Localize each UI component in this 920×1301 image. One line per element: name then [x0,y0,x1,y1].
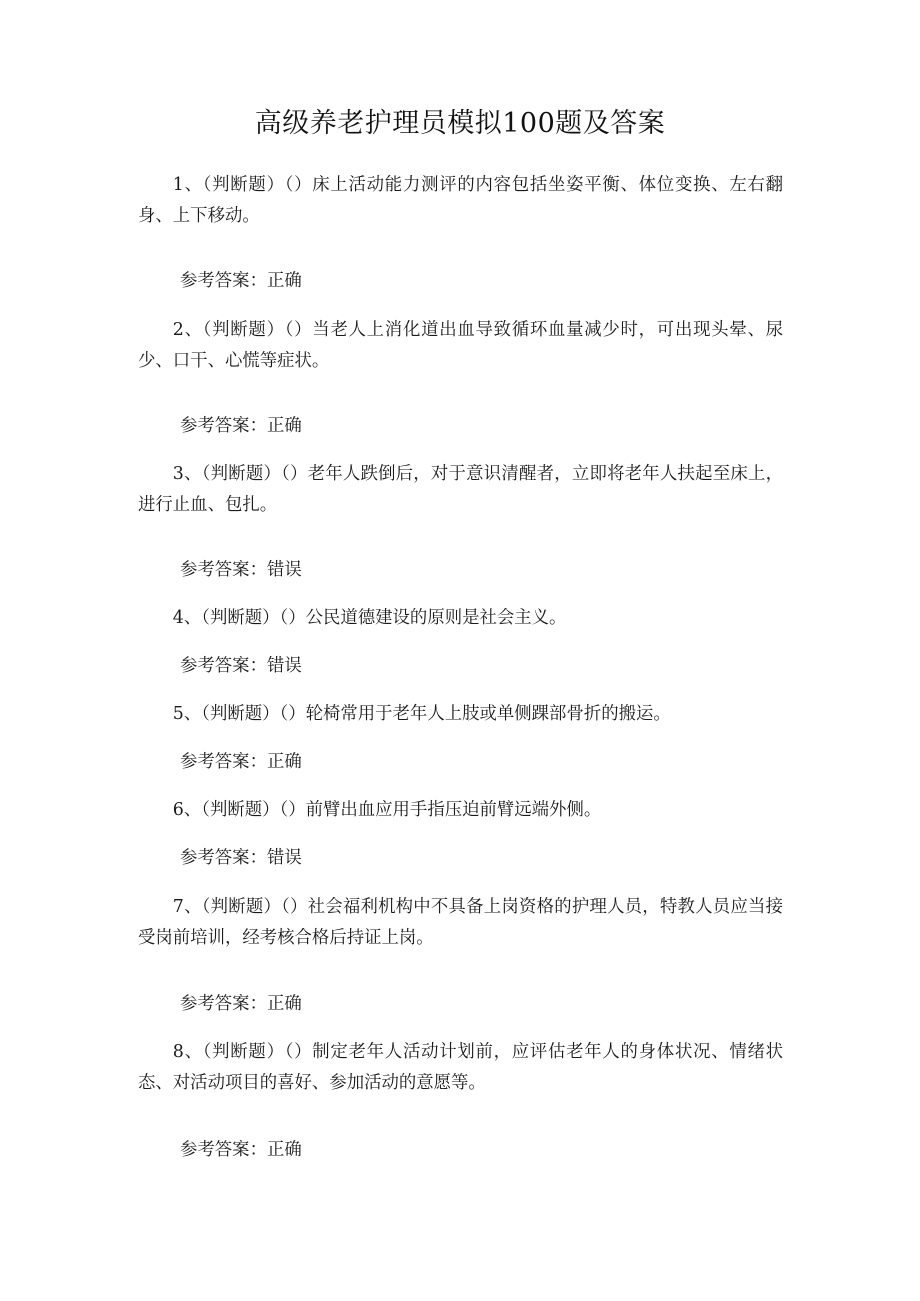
question-5: 5、（判断题）（）轮椅常用于老年人上肢或单侧踝部骨折的搬运。 [172,704,671,724]
answer-4: 参考答案：错误 [180,656,302,676]
answer-1: 参考答案：正确 [180,271,302,291]
question-7: 7、（判断题）（）社会福利机构中不具备上岗资格的护理人员，特教人员应当接受岗前培训，经考核合格后持证上岗。 [138,897,783,948]
answer-2: 参考答案：正确 [180,416,302,436]
question-3: 3、（判断题）（）老年人跌倒后，对于意识清醒者，立即将老年人扶起至床上，进行止血、包扎。 [138,464,783,515]
question-4: 4、（判断题）（）公民道德建设的原则是社会主义。 [172,608,567,628]
answer-6: 参考答案：错误 [180,848,302,868]
page-title: 高级养老护理员模拟100题及答案 [254,108,666,139]
question-8: 8、（判断题）（）制定老年人活动计划前，应评估老年人的身体状况、情绪状态、对活动项目的喜好、参加活动的意愿等。 [138,1042,783,1093]
question-1: 1、（判断题）（）床上活动能力测评的内容包括坐姿平衡、体位变换、左右翻身、上下移动。 [138,175,783,226]
answer-3: 参考答案：错误 [180,560,302,580]
answer-8: 参考答案：正确 [180,1140,302,1160]
question-6: 6、（判断题）（）前臂出血应用手指压迫前臂远端外侧。 [172,800,602,820]
answer-5: 参考答案：正确 [180,752,302,772]
answer-7: 参考答案：正确 [180,994,302,1014]
question-2: 2、（判断题）（）当老人上消化道出血导致循环血量减少时，可出现头晕、尿少、口干、心慌等症状。 [138,320,783,371]
